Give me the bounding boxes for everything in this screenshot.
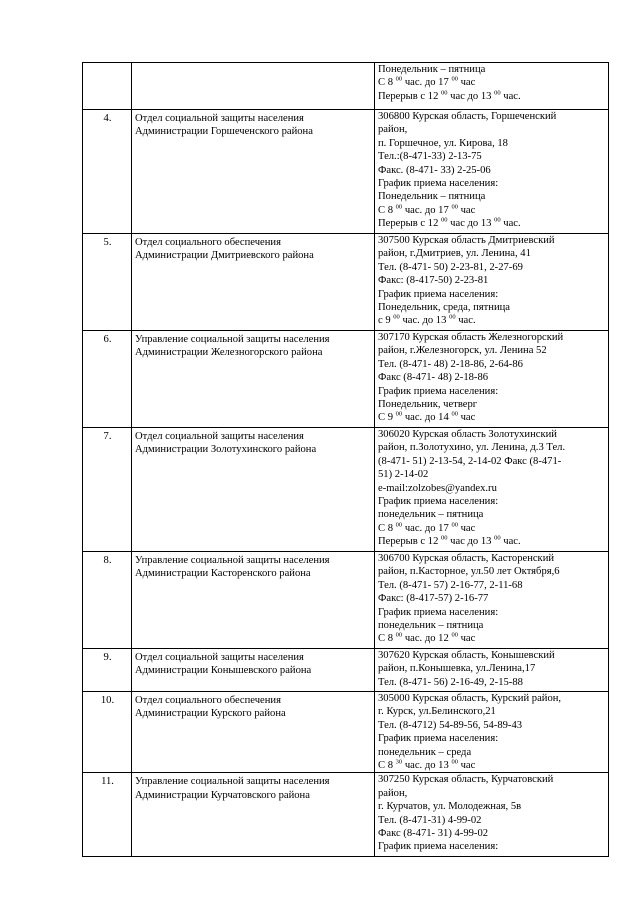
department-name <box>135 63 372 65</box>
department-name-cell <box>132 649 375 692</box>
contact-text: Тел. (8-471-31) 4-99-02 <box>378 814 482 826</box>
contact-text: час. <box>455 315 476 327</box>
time-minutes-superscript: 00 <box>395 521 403 529</box>
time-minutes-superscript: 00 <box>451 75 458 83</box>
contact-text: час. <box>500 90 521 102</box>
contact-line <box>378 177 606 190</box>
contact-line <box>378 759 606 772</box>
contact-line <box>378 90 606 103</box>
contact-text: Понедельник, четверг <box>378 399 478 411</box>
contact-text: Тел.:(8-471-33) 2-13-75 <box>378 151 482 163</box>
contact-line <box>378 247 606 260</box>
contact-text: понедельник – пятница <box>378 509 484 521</box>
contact-text: График приема населения: <box>378 496 499 508</box>
contact-line <box>378 773 606 786</box>
contact-text: час <box>457 522 476 534</box>
contact-text: Факс: (8-417-50) 2-23-81 <box>378 275 489 287</box>
contact-line <box>378 288 606 301</box>
row-number: 11. <box>101 776 114 788</box>
contact-text: Факс (8-471- 48) 2-18-86 <box>378 372 489 384</box>
contact-text: График приема населения: <box>378 178 499 190</box>
department-name: Управление социальной защиты населения Администрации Железногорского района <box>135 334 330 359</box>
contact-text: г. Курчатов, ул. Молодежная, 5в <box>378 801 522 813</box>
contact-text: 51) 2-14-02 <box>378 469 429 481</box>
contact-text: район, п.Конышевка, ул.Ленина,17 <box>378 663 536 675</box>
contact-line <box>378 398 606 411</box>
contact-line <box>378 649 606 662</box>
contact-info-cell <box>375 428 609 552</box>
contact-text: Перерыв с 12 <box>378 536 442 548</box>
contact-text: e-mail:zolzobes@yandex.ru <box>378 482 497 494</box>
contact-line <box>378 411 606 424</box>
department-name-cell <box>132 692 375 773</box>
row-number: 9. <box>103 652 112 663</box>
contact-text: г. Курск, ул.Белинского,21 <box>378 706 496 718</box>
contact-text: район, г.Железногорск, ул. Ленина 52 <box>378 345 547 357</box>
contact-line <box>378 385 606 398</box>
contact-text: График приема населения: <box>378 606 499 618</box>
contact-info-cell <box>375 110 609 234</box>
contact-text: район, <box>378 787 408 799</box>
department-name: Отдел социального обеспечения Администрации Дмитриевского района <box>135 237 314 262</box>
contact-text: час. до 13 <box>399 315 450 327</box>
contact-text: Тел. (8-471- 48) 2-18-86, 2-64-86 <box>378 358 523 370</box>
time-minutes-superscript: 00 <box>441 89 448 97</box>
table-row <box>83 63 609 110</box>
table-row <box>83 331 609 428</box>
time-minutes-superscript: 00 <box>451 758 458 766</box>
contact-line <box>378 150 606 163</box>
table-row <box>83 552 609 649</box>
time-minutes-superscript: 00 <box>395 410 403 418</box>
contact-line <box>378 632 606 645</box>
row-number: 6. <box>103 334 112 345</box>
contact-line <box>378 274 606 287</box>
department-name: Управление социальной защиты населения Администрации Касторенского района <box>135 555 330 580</box>
contact-text: График приема населения: <box>378 841 499 853</box>
contact-line <box>378 164 606 177</box>
contact-line <box>378 552 606 565</box>
department-name: Отдел социального обеспечения Администрации Курского района <box>135 695 286 720</box>
contact-line <box>378 137 606 150</box>
contact-line <box>378 331 606 344</box>
contact-line <box>378 732 606 745</box>
contact-line <box>378 719 606 732</box>
contact-info-cell <box>375 552 609 649</box>
contact-text: 307170 Курская область Железногорский <box>378 332 564 343</box>
department-name: Отдел социальной защиты населения Администрации Конышевского района <box>135 652 312 677</box>
contact-line <box>378 123 606 136</box>
contact-line <box>378 234 606 247</box>
contact-text: Понедельник – пятница <box>378 191 486 203</box>
contact-line <box>378 261 606 274</box>
contact-text: понедельник – среда <box>378 746 472 758</box>
contact-text: район, п.Касторное, ул.50 лет Октября,6 <box>378 566 560 578</box>
contact-info-cell <box>375 649 609 692</box>
contact-text: 306020 Курская область Золотухинский <box>378 429 557 440</box>
contact-text: час. <box>500 218 521 230</box>
contact-text: час. до 13 <box>402 760 452 772</box>
contact-line <box>378 371 606 384</box>
table-row <box>83 692 609 773</box>
contact-line <box>378 592 606 605</box>
contact-text: час. до 17 <box>402 522 452 534</box>
row-number-cell <box>83 428 132 552</box>
contact-text: Тел. (8-4712) 54-89-56, 54-89-43 <box>378 719 523 731</box>
contact-text: 307500 Курская область Дмитриевский <box>378 235 555 246</box>
contact-line <box>378 204 606 217</box>
contact-line <box>378 565 606 578</box>
department-name: Отдел социальной защиты населения Администрации Золотухинского района <box>135 431 317 456</box>
table-row <box>83 234 609 331</box>
row-number-cell <box>83 649 132 692</box>
contact-info-cell <box>375 234 609 331</box>
table-row <box>83 428 609 552</box>
table-row <box>83 649 609 692</box>
contact-text: п. Горшечное, ул. Кирова, 18 <box>378 137 508 149</box>
contact-text: район, п.Золотухино, ул. Ленина, д.3 Тел. <box>378 442 566 454</box>
row-number-cell <box>83 234 132 331</box>
contact-text: час. до 17 <box>402 77 452 89</box>
table-row <box>83 110 609 234</box>
contact-line <box>378 314 606 327</box>
time-minutes-superscript: 00 <box>494 534 501 542</box>
contact-line <box>378 535 606 548</box>
contact-text: Факс (8-471- 31) 4-99-02 <box>378 828 489 840</box>
contact-text: (8-471- 51) 2-13-54, 2-14-02 Факс (8-471- <box>378 455 562 467</box>
time-minutes-superscript: 00 <box>395 75 403 83</box>
contact-text: Факс. (8-471- 33) 2-25-06 <box>378 164 491 176</box>
contact-text: час. до 17 <box>402 204 452 216</box>
contact-text: График приема населения: <box>378 733 499 745</box>
time-minutes-superscript: 00 <box>451 203 458 211</box>
contact-text: район, <box>378 124 408 136</box>
time-minutes-superscript: 00 <box>441 216 448 224</box>
time-minutes-superscript: 00 <box>395 203 403 211</box>
table-body <box>83 63 609 857</box>
department-name-cell <box>132 552 375 649</box>
contact-text: 306800 Курская область, Горшеченский <box>378 111 557 122</box>
contact-line <box>378 358 606 371</box>
row-number-cell <box>83 331 132 428</box>
contact-text: Понедельник, среда, пятница <box>378 302 511 314</box>
contact-text: час <box>457 760 476 772</box>
contact-line <box>378 800 606 813</box>
contact-text: График приема населения: <box>378 288 499 300</box>
contact-text: час <box>457 77 476 89</box>
contact-info-cell <box>375 692 609 773</box>
contact-line <box>378 63 606 76</box>
contact-line <box>378 579 606 592</box>
contact-line <box>378 441 606 454</box>
contact-text: Перерыв с 12 <box>378 218 442 230</box>
row-number-cell <box>83 773 132 857</box>
contact-text: С 8 <box>378 77 396 89</box>
contact-text: час <box>457 412 476 424</box>
contact-text: час. <box>500 536 521 548</box>
contact-line <box>378 495 606 508</box>
row-number: 7. <box>103 431 112 442</box>
time-minutes-superscript: 00 <box>449 313 456 321</box>
contact-text: С 8 <box>378 760 396 772</box>
row-number: 8. <box>103 555 112 566</box>
contact-text: Факс: (8-417-57) 2-16-77 <box>378 593 489 605</box>
contact-line <box>378 110 606 123</box>
contact-text: час <box>457 633 476 645</box>
contact-line <box>378 827 606 840</box>
contact-text: район, г.Дмитриев, ул. Ленина, 41 <box>378 248 531 260</box>
contact-line <box>378 787 606 800</box>
contact-text: час до 13 <box>447 218 495 230</box>
contact-line <box>378 840 606 853</box>
contact-text: Тел. (8-471- 50) 2-23-81, 2-27-69 <box>378 261 523 273</box>
time-minutes-superscript: 00 <box>451 521 458 529</box>
time-minutes-superscript: 30 <box>395 758 403 766</box>
contact-text: Тел. (8-471- 57) 2-16-77, 2-11-68 <box>378 579 523 591</box>
time-minutes-superscript: 00 <box>441 534 448 542</box>
contact-line <box>378 455 606 468</box>
contact-line <box>378 662 606 675</box>
contact-line <box>378 522 606 535</box>
contact-text: С 8 <box>378 522 396 534</box>
contact-line <box>378 482 606 495</box>
contact-text: час до 13 <box>447 536 495 548</box>
contact-text: График приема населения: <box>378 385 499 397</box>
row-number: 5. <box>103 237 112 248</box>
contact-line <box>378 344 606 357</box>
contact-text: С 8 <box>378 633 396 645</box>
contact-info-cell <box>375 331 609 428</box>
contact-text: час до 13 <box>447 90 495 102</box>
contact-text: С 9 <box>378 412 396 424</box>
departments-table <box>82 62 609 857</box>
contact-line <box>378 746 606 759</box>
contact-text: 307250 Курская область, Курчатовский <box>378 774 554 786</box>
contact-text: Тел. (8-471- 56) 2-16-49, 2-15-88 <box>378 676 523 688</box>
time-minutes-superscript: 00 <box>393 313 400 321</box>
contact-text: 305000 Курская область, Курский район, <box>378 693 562 704</box>
contact-line <box>378 692 606 705</box>
row-number-cell <box>83 63 132 110</box>
contact-line <box>378 705 606 718</box>
contact-text: Понедельник – пятница <box>378 64 486 75</box>
time-minutes-superscript: 00 <box>395 631 403 639</box>
contact-text: С 8 <box>378 204 396 216</box>
department-name-cell <box>132 773 375 857</box>
contact-line <box>378 301 606 314</box>
contact-line <box>378 217 606 230</box>
contact-text: 307620 Курская область, Конышевский <box>378 650 555 661</box>
contact-line <box>378 190 606 203</box>
contact-text: час <box>457 204 476 216</box>
time-minutes-superscript: 00 <box>451 631 458 639</box>
contact-text: 306700 Курская область, Касторенский <box>378 553 555 564</box>
row-number-cell <box>83 692 132 773</box>
contact-line <box>378 428 606 441</box>
contact-info-cell <box>375 773 609 857</box>
row-number-cell <box>83 110 132 234</box>
contact-line <box>378 508 606 521</box>
contact-line <box>378 814 606 827</box>
contact-line <box>378 619 606 632</box>
contact-text: час. до 12 <box>402 633 452 645</box>
contact-text: час. до 14 <box>402 412 452 424</box>
contact-line <box>378 76 606 89</box>
contact-line <box>378 676 606 689</box>
department-name-cell <box>132 234 375 331</box>
row-number-cell <box>83 552 132 649</box>
table-row <box>83 773 609 857</box>
department-name: Отдел социальной защиты населения Администрации Горшеченского района <box>135 113 313 138</box>
row-number: 10. <box>100 695 115 706</box>
contact-text: понедельник – пятница <box>378 620 484 632</box>
department-name-cell <box>132 428 375 552</box>
time-minutes-superscript: 00 <box>451 410 458 418</box>
contact-info-cell <box>375 63 609 110</box>
contact-line <box>378 606 606 619</box>
contact-text: с 9 <box>378 315 394 327</box>
department-name-cell <box>132 331 375 428</box>
contact-text: Перерыв с 12 <box>378 90 442 102</box>
department-name-cell <box>132 63 375 110</box>
time-minutes-superscript: 00 <box>494 216 501 224</box>
time-minutes-superscript: 00 <box>494 89 501 97</box>
contact-line <box>378 468 606 481</box>
row-number: 4. <box>103 113 112 124</box>
row-number <box>86 63 129 65</box>
department-name: Управление социальной защиты населения Администрации Курчатовского района <box>135 776 330 801</box>
department-name-cell <box>132 110 375 234</box>
